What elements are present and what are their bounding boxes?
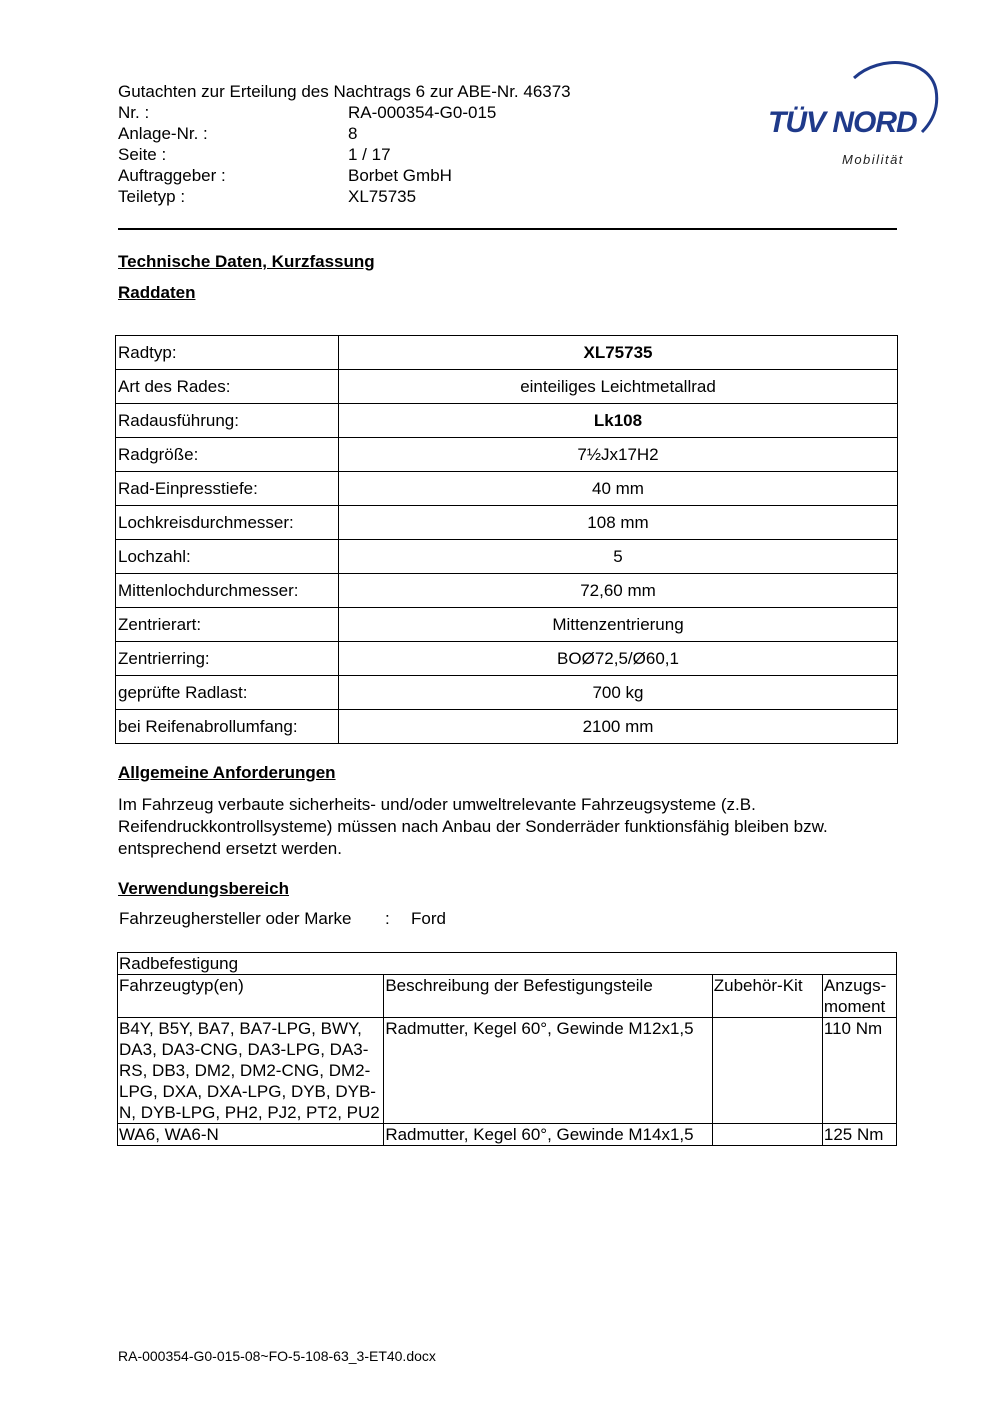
field-label: Teiletyp : xyxy=(118,187,186,206)
row-value: einteiliges Leichtmetallrad xyxy=(339,370,898,404)
fixing-description: Radmutter, Kegel 60°, Gewinde M12x1,5 xyxy=(384,1018,712,1124)
table-row xyxy=(118,1124,897,1146)
row-label: bei Reifenabrollumfang: xyxy=(116,710,339,744)
row-label: Art des Rades: xyxy=(116,370,339,404)
table-row xyxy=(116,472,898,506)
row-label: Radausführung: xyxy=(116,404,339,438)
logo-subtitle: Mobilität xyxy=(842,152,904,167)
column-header: Anzugs-moment xyxy=(822,975,896,1018)
vehicle-types: B4Y, B5Y, BA7, BA7-LPG, BWY, DA3, DA3-CNG, DA3-LPG, DA3-RS, DB3, DM2, DM2-CNG, DM2-LPG, DXA, DXA-LPG, DYB, DYB-N, DYB-LPG, PH2, PJ2, PT2, PU2 xyxy=(118,1018,384,1124)
table-header-row xyxy=(118,975,897,1018)
row-label: geprüfte Radlast: xyxy=(116,676,339,710)
row-value: 5 xyxy=(339,540,898,574)
table-row xyxy=(116,370,898,404)
wheel-heading: Raddaten xyxy=(118,283,196,302)
row-value: Lk108 xyxy=(339,404,898,438)
row-label: Lochzahl: xyxy=(116,540,339,574)
row-value: 2100 mm xyxy=(339,710,898,744)
table-row xyxy=(116,540,898,574)
table-row xyxy=(118,953,897,975)
table-row xyxy=(116,608,898,642)
row-value: 72,60 mm xyxy=(339,574,898,608)
row-value: 700 kg xyxy=(339,676,898,710)
vehicle-types: WA6, WA6-N xyxy=(118,1124,384,1146)
row-value: BOØ72,5/Ø60,1 xyxy=(339,642,898,676)
table-row xyxy=(116,404,898,438)
column-header: Beschreibung der Befestigungsteile xyxy=(384,975,712,1018)
tuv-nord-logo xyxy=(762,56,942,174)
row-value: 40 mm xyxy=(339,472,898,506)
field-value: 8 xyxy=(348,124,358,143)
header-divider xyxy=(118,228,897,230)
row-label: Mittenlochdurchmesser: xyxy=(116,574,339,608)
usage-heading: Verwendungsbereich xyxy=(118,879,289,898)
table-row xyxy=(116,438,898,472)
table-row xyxy=(118,1018,897,1124)
make-colon: : xyxy=(385,909,390,928)
field-label: Auftraggeber : xyxy=(118,166,226,185)
field-value: Borbet GmbH xyxy=(348,166,452,185)
row-label: Zentrierart: xyxy=(116,608,339,642)
general-text: Im Fahrzeug verbaute sicherheits- und/oder umweltrelevante Fahrzeugsysteme (z.B. Reifendruckkontrollsysteme) müssen nach Anbau der Sonderräder funktionsfähig bleiben bzw. entsprechend ersetzt werden. xyxy=(118,795,828,858)
fixing-title: Radbefestigung xyxy=(118,953,897,975)
document-title: Gutachten zur Erteilung des Nachtrags 6 zur ABE-Nr. 46373 xyxy=(118,82,571,101)
table-row xyxy=(116,506,898,540)
row-label: Radtyp: xyxy=(116,336,339,370)
field-value: XL75735 xyxy=(348,187,417,206)
field-label: Anlage-Nr. : xyxy=(118,124,208,143)
torque: 110 Nm xyxy=(822,1018,896,1124)
column-header: Zubehör-Kit xyxy=(712,975,822,1018)
fixing-description: Radmutter, Kegel 60°, Gewinde M14x1,5 xyxy=(384,1124,712,1146)
table-row xyxy=(116,710,898,744)
row-value: Mittenzentrierung xyxy=(339,608,898,642)
logo-brand: TÜV NORD xyxy=(768,106,917,139)
table-row xyxy=(116,336,898,370)
table-row xyxy=(116,642,898,676)
table-row xyxy=(116,676,898,710)
general-heading: Allgemeine Anforderungen xyxy=(118,763,336,782)
row-label: Rad-Einpresstiefe: xyxy=(116,472,339,506)
wheel-data-table xyxy=(115,335,898,744)
accessory-kit xyxy=(712,1124,822,1146)
row-value: 7½Jx17H2 xyxy=(339,438,898,472)
accessory-kit xyxy=(712,1018,822,1124)
row-label: Radgröße: xyxy=(116,438,339,472)
row-value: 108 mm xyxy=(339,506,898,540)
row-label: Lochkreisdurchmesser: xyxy=(116,506,339,540)
section-title: Technische Daten, Kurzfassung xyxy=(118,252,375,271)
field-label: Nr. : xyxy=(118,103,150,122)
footer-filename: RA-000354-G0-015-08~FO-5-108-63_3-ET40.docx xyxy=(118,1348,436,1364)
torque: 125 Nm xyxy=(822,1124,896,1146)
row-label: Zentrierring: xyxy=(116,642,339,676)
field-value: RA-000354-G0-015 xyxy=(348,103,497,122)
make-value: Ford xyxy=(411,909,446,928)
field-label: Seite : xyxy=(118,145,167,164)
fixing-table xyxy=(117,952,897,1146)
make-label: Fahrzeughersteller oder Marke xyxy=(119,909,352,928)
column-header: Fahrzeugtyp(en) xyxy=(118,975,384,1018)
row-value: XL75735 xyxy=(339,336,898,370)
table-row xyxy=(116,574,898,608)
field-value: 1 / 17 xyxy=(348,145,391,164)
